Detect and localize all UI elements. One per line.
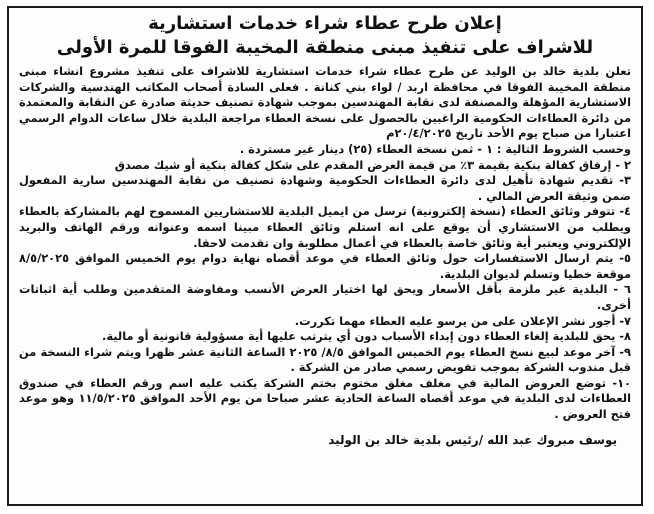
condition-item: ٣- تقديم شهادة تأهيل لدى دائرة العطاءات الحكومية وشهادة تصنيف من نقابة المهندسين سارية المفعول ضمن وثيقة العرض المالي .: [19, 173, 631, 203]
condition-item: ٢ - إرفاق كفالة بنكية بقيمة ٣٪ من قيمة العرض المقدم على شكل كفالة بنكية أو شيك مصدق: [114, 157, 631, 172]
condition-item: ٦ - البلدية غير ملزمة بأقل الأسعار ويحق لها اختيار العرض الأنسب ومفاوضة المتقدمين وطلب أية اثباتات أخرى.: [19, 282, 631, 312]
notice-frame: [7, 6, 643, 506]
condition-item: ٥- يتم ارسال الاستفسارات حول وثائق العطاء في موعد أقصاه نهاية دوام يوم الخميس الموافق ٨/٥/٢٠٢٥ موقعة خطيا وتسلم لديوان البلدية.: [19, 251, 631, 281]
condition-item: ٩- آخر موعد لبيع نسخ العطاء يوم الخميس الموافق ٨/٥/ ٢٠٢٥ الساعة الثانية عشر ظهرا ويتم شراء النسخة من قبل مندوب الشركة بموجب تفويض رسمي صادر من الشركة .: [19, 344, 631, 375]
notice-title-line2: للاشراف على تنفيذ مبنى منطقة المخيبة الفوقا للمرة الأولى: [56, 37, 594, 58]
signature: يوسف مبروك عبد الله /رئيس بلدية خالد بن الوليد: [328, 432, 617, 447]
notice-intro: تعلن بلدية خالد بن الوليد عن طرح عطاء شراء خدمات استشارية للاشراف على تنفيذ مشروع انشاء مبنى منطقة المخيبة الفوقا في محافظة اربد / لواء بني كنانة . فعلى السادة أصحاب المكاتب الهندسية والشركات الاستشارية المؤهلة والمصنفة لدى نقابة المهندسين بموجب شهادة تصنيف حديثة صادرة عن النقابة والمعتمدة من دائرة العطاءات الحكومية الراغبين بالحصول على نسخة العطاء مراجعة البلدية خلال ساعات الدوام الرسمي اعتبارا من صباح يوم الأحد تاريخ ٢٠/٤/٢٠٢٥م: [19, 64, 631, 141]
condition-item: ٨- يحق للبلدية إلغاء العطاء دون إبداء الأسباب دون أي يترتب عليها أية مسؤولية قانونية أو مالية.: [102, 329, 631, 344]
notice-title-line1: إعلان طرح عطاء شراء خدمات استشارية: [148, 13, 502, 34]
condition-item: وحسب الشروط التالية : ١ - ثمن نسخة العطاء (٢٥) دينار غير مستردة .: [239, 141, 631, 156]
condition-item: ٧- أجور نشر الإعلان على من يرسو عليه العطاء مهما تكررت.: [294, 313, 631, 328]
condition-item: ٤- تتوفر وثائق العطاء (نسخة إلكترونية) ترسل من ايميل البلدية للاستشاريين المسموح لهم بالمشاركة بالعطاء ويطلب من الاستشاري أن يوقع على انه استلم وثائق العطاء مبينا اسمه وعنوانه ورقم الهاتف والبريد الإلكتروني ويعتبر أية وثائق خاصة بالعطاء في أعمال مطلوبة وان تقدمت لاحقا.: [19, 204, 631, 250]
condition-item: ١٠- توضع العروض المالية في مغلف مغلق مختوم بختم الشركة يكتب عليه اسم ورقم العطاء في صندوق العطاءات لدى البلدية في موعد أقصاه الساعة الحادية عشر صباحا من يوم الأحد الموافق ١١/٥/٢٠٢٥ وهو موعد فتح العروض .: [19, 375, 631, 422]
notice-body: [19, 64, 631, 423]
